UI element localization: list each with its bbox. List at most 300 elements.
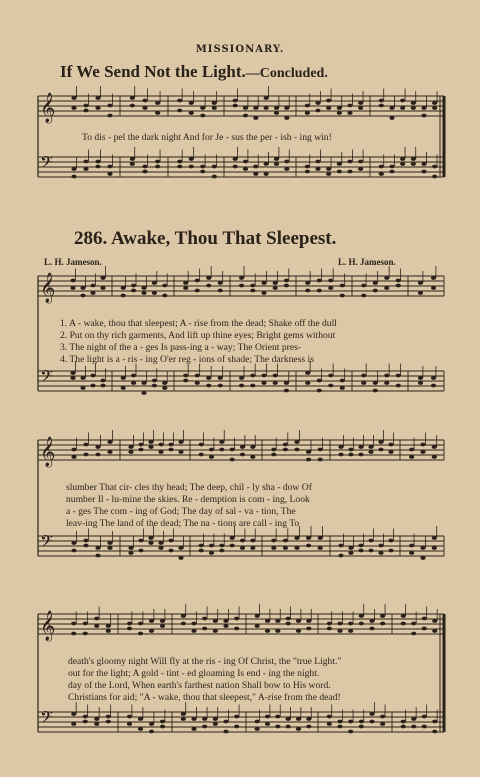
note-head [195,289,200,293]
note-head [400,157,405,161]
note-head [411,162,416,166]
note-head [326,172,331,176]
lyric-line: day of the Lord, When earth's farthest nation Shall bow to His word. [68,680,331,691]
note-head [90,374,95,378]
note-head [138,632,143,636]
note-head [234,627,239,631]
note-head [181,712,186,716]
note-head [315,109,320,113]
note-head [83,167,88,171]
note-head [213,722,218,726]
note-head [107,450,112,454]
note-head [219,440,224,444]
note-head [396,374,401,378]
note-head [327,622,332,626]
note-head [200,106,205,110]
note-head [155,101,160,105]
note-head [189,111,194,115]
note-head [340,284,345,288]
note-head [189,101,194,105]
note-head [358,167,363,171]
note-head [432,101,437,105]
note-head [296,629,301,633]
note-head [128,450,133,454]
note-head [213,717,218,721]
note-head [255,720,260,724]
note-head [340,386,345,390]
note-head [183,281,188,285]
note-head [306,717,311,721]
previous-hymn-lyric: To dis - pel the dark night And for Je - sus the per - ish - ing win! [82,132,332,143]
note-head [328,374,333,378]
note-head [127,715,132,719]
note-head [283,448,288,452]
note-head [206,384,211,388]
note-head [261,291,266,295]
note-head [141,391,146,395]
note-head [138,443,143,447]
note-head [152,384,157,388]
note-head [379,165,384,169]
note-head [128,445,133,449]
note-head [234,725,239,729]
note-head [420,546,425,550]
note-head [106,720,111,724]
note-head [306,458,311,462]
note-head [202,717,207,721]
note-head [411,157,416,161]
note-head [83,160,88,164]
note-head [138,717,143,721]
note-head [155,111,160,115]
note-head [421,170,426,174]
note-head [422,725,427,729]
note-head [305,381,310,385]
note-head [361,381,366,385]
note-head [315,101,320,105]
note-head [253,116,258,120]
note-head [411,622,416,626]
note-head [306,450,311,454]
note-head [160,720,165,724]
lyric-line: 4. The light is a - ris - ing O'er reg - ions of shade; The darkness is [60,354,314,365]
note-head [283,546,288,550]
note-head [348,629,353,633]
note-head [178,556,183,560]
note-head [131,284,136,288]
note-head [138,727,143,731]
note-head [274,162,279,166]
note-head [358,453,363,457]
note-head [83,109,88,113]
note-head [337,106,342,110]
note-head [223,624,228,628]
note-head [337,720,342,724]
note-head [95,160,100,164]
note-head [177,165,182,169]
note-head [380,722,385,726]
note-head [83,622,88,626]
note-head [411,725,416,729]
note-head [421,106,426,110]
note-head [305,165,310,169]
note-head [284,279,289,283]
note-head [273,374,278,378]
note-head [83,539,88,543]
note-head [250,289,255,293]
note-head [80,386,85,390]
note-head [286,725,291,729]
note-head [348,622,353,626]
note-head [348,720,353,724]
note-head [347,111,352,115]
note-head [275,619,280,623]
note-head [306,544,311,548]
note-head [286,622,291,626]
note-head [234,617,239,621]
note-head [158,443,163,447]
note-head [191,717,196,721]
note-head [275,629,280,633]
note-head [271,539,276,543]
note-head [275,715,280,719]
note-head [243,160,248,164]
note-head [90,384,95,388]
note-head [107,440,112,444]
note-head [155,160,160,164]
note-head [149,629,154,633]
note-head [418,281,423,285]
note-head [306,619,311,623]
note-head [239,276,244,280]
note-head [141,381,146,385]
note-head [348,546,353,550]
note-head [100,276,105,280]
note-head [388,450,393,454]
note-head [432,720,437,724]
note-head [431,276,436,280]
note-head [401,614,406,618]
note-head [337,622,342,626]
note-head [141,286,146,290]
note-head [328,384,333,388]
lyric-line: 1. A - wake, thou that sleepest; A - rise from the dead; Shake off the dull [60,318,337,329]
note-head [142,170,147,174]
note-head [168,443,173,447]
note-head [233,104,238,108]
note-head [250,455,255,459]
note-head [432,165,437,169]
note-head [261,281,266,285]
note-head [273,381,278,385]
note-head [255,727,260,731]
note-head [361,294,366,298]
note-head [337,170,342,174]
note-head [271,546,276,550]
note-head [261,374,266,378]
note-head [296,717,301,721]
note-head [347,160,352,164]
note-head [240,539,245,543]
note-head [411,101,416,105]
note-head [121,286,126,290]
note-head [149,722,154,726]
note-head [283,539,288,543]
note-head [160,619,165,623]
note-head [327,715,332,719]
note-head [318,448,323,452]
previous-hymn-title [60,62,328,82]
note-head [432,619,437,623]
note-head [396,284,401,288]
note-head [284,106,289,110]
note-head [265,715,270,719]
note-head [431,286,436,290]
note-head [127,627,132,631]
note-head [160,624,165,628]
note-head [348,453,353,457]
note-head [296,619,301,623]
note-head [181,622,186,626]
note-head [200,165,205,169]
note-head [199,443,204,447]
note-head [337,162,342,166]
note-head [294,448,299,452]
note-head [265,619,270,623]
note-head [162,284,167,288]
note-head [243,106,248,110]
note-head [202,627,207,631]
note-head [373,381,378,385]
note-head [274,106,279,110]
note-head [202,617,207,621]
note-head [409,455,414,459]
note-head [358,544,363,548]
note-head [71,541,76,545]
note-head [359,622,364,626]
note-head [107,546,112,550]
note-head [195,279,200,283]
note-head [199,544,204,548]
note-head [378,440,383,444]
note-head [338,554,343,558]
note-head [127,722,132,726]
note-head [168,448,173,452]
note-head [264,106,269,110]
note-head [200,114,205,118]
note-head [396,279,401,283]
note-head [162,386,167,390]
note-head [70,286,75,290]
note-head [384,286,389,290]
note-head [168,539,173,543]
lyric-line: out for the light; A gold - tint - ed gloaming Is end - ing the night. [68,668,320,679]
note-head [389,170,394,174]
note-head [275,725,280,729]
note-head [396,384,401,388]
note-head [401,720,406,724]
note-head [160,725,165,729]
lyric-line: 2. Put on thy rich garments, And lift up thine eyes; Bright gems without [60,330,336,341]
note-head [422,627,427,631]
note-head [218,289,223,293]
note-head [286,717,291,721]
note-head [219,544,224,548]
note-head [432,106,437,110]
note-head [83,453,88,457]
note-head [95,453,100,457]
treble-clef-icon: 𝄞 [40,273,56,303]
note-head [107,104,112,108]
lyric-line: leav-ing The land of the dead; The na - tions are call - ing To [66,518,300,529]
note-head [71,448,76,452]
note-head [162,381,167,385]
note-head [94,717,99,721]
note-head [183,374,188,378]
note-head [286,617,291,621]
note-head [138,622,143,626]
note-head [83,443,88,447]
note-head [379,99,384,103]
note-head [90,291,95,295]
note-head [130,104,135,108]
note-head [361,374,366,378]
note-head [70,371,75,375]
note-head [409,544,414,548]
note-head [223,720,228,724]
note-head [250,445,255,449]
note-head [432,730,437,734]
note-head [274,111,279,115]
note-head [239,384,244,388]
note-head [284,389,289,393]
note-head [250,374,255,378]
note-head [421,114,426,118]
note-head [152,281,157,285]
note-head [80,286,85,290]
note-head [121,376,126,380]
note-head [368,539,373,543]
note-head [95,546,100,550]
bass-clef-icon: 𝄢 [40,531,53,555]
note-head [432,445,437,449]
note-head [106,624,111,628]
note-head [358,106,363,110]
note-head [83,720,88,724]
note-head [284,284,289,288]
note-head [368,445,373,449]
note-head [189,157,194,161]
note-head [317,289,322,293]
note-head [432,175,437,179]
note-head [348,551,353,555]
note-head [71,175,76,179]
note-head [250,539,255,543]
note-head [261,381,266,385]
note-head [178,440,183,444]
note-head [294,440,299,444]
note-head [191,727,196,731]
note-head [148,445,153,449]
note-head [181,614,186,618]
note-head [83,544,88,548]
note-head [223,730,228,734]
note-head [348,448,353,452]
note-head [177,99,182,103]
note-head [265,722,270,726]
note-head [130,157,135,161]
note-head [148,440,153,444]
note-head [271,453,276,457]
note-head [230,458,235,462]
note-head [218,384,223,388]
bass-clef-icon: 𝄢 [40,366,53,390]
note-head [411,632,416,636]
note-head [284,160,289,164]
note-head [255,624,260,628]
note-head [373,281,378,285]
note-head [315,167,320,171]
lyric-line: a - ges The com - ing of God; The day of sal - va - tion, The [66,506,296,517]
note-head [361,284,366,288]
note-head [326,167,331,171]
note-head [400,106,405,110]
note-head [121,386,126,390]
note-head [348,730,353,734]
note-head [250,546,255,550]
note-head [106,715,111,719]
note-head [209,551,214,555]
note-head [199,549,204,553]
note-head [177,109,182,113]
note-head [213,629,218,633]
note-head [83,715,88,719]
note-head [368,549,373,553]
lyric-line: death's gloomy night Will fly at the ris - ing Of Christ, the "true Light." [68,656,342,667]
note-head [328,286,333,290]
note-head [378,544,383,548]
note-head [306,536,311,540]
note-head [294,536,299,540]
note-head [347,170,352,174]
note-head [359,725,364,729]
note-head [380,715,385,719]
note-head [411,106,416,110]
words-credit: L. H. Jameson. [44,257,102,267]
note-head [388,539,393,543]
note-head [432,536,437,540]
note-head [384,381,389,385]
note-head [250,284,255,288]
treble-clef-icon: 𝄞 [40,93,56,123]
note-head [369,720,374,724]
note-head [243,167,248,171]
note-head [152,379,157,383]
note-head [95,165,100,169]
note-head [264,162,269,166]
note-head [230,448,235,452]
note-head [347,104,352,108]
note-head [271,448,276,452]
note-head [219,448,224,452]
note-head [422,715,427,719]
note-head [206,376,211,380]
note-head [94,624,99,628]
note-head [94,617,99,621]
note-head [326,106,331,110]
note-head [106,629,111,633]
note-head [128,551,133,555]
